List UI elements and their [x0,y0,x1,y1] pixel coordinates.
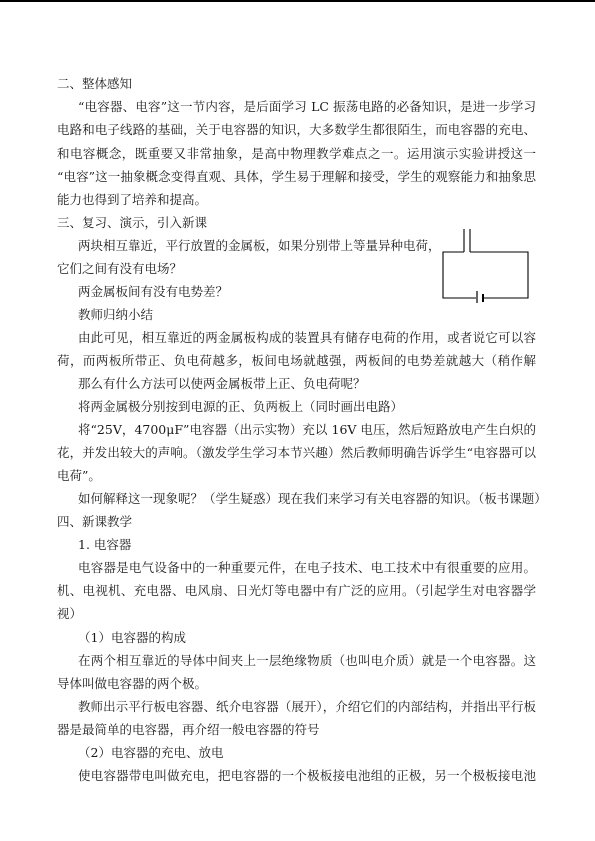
paragraph-line: 视） [57,606,83,621]
paragraph-line: 荷，而两板所带正、负电荷越多，板间电场就越强，两板间的电势差就越大（稍作解 [57,353,536,368]
paragraph-line: 花，并发出较大的声响。（激发学生学习本节兴趣）然后教师明确告诉学生“电容器可以 [57,445,536,460]
paragraph-line: 能力也得到了培养和提高。 [57,192,208,207]
paragraph-line: 教师出示平行板电容器、纸介电容器（展开），介绍它们的内部结构，并指出平行板 [78,699,536,714]
paragraph-line: 电荷”。 [57,468,101,483]
paragraph-line: 如何解释这一现象呢？（学生疑惑）现在我们来学习有关电容器的知识。（板书课题） [78,491,547,506]
paragraph-line: 电容器是电气设备中的一种重要元件，在电子技术、电工技术中有很重要的应用。 [78,560,536,575]
paragraph-line: 将两金属极分别按到电源的正、负两板上（同时画出电路） [78,399,404,414]
paragraph-line: 和电容概念，既重要又非常抽象，是高中物理教学难点之一。运用演示实验讲授这一 [57,146,536,161]
page-top-rule [0,0,595,2]
right-wire [470,252,528,298]
paragraph-line: 它们之间有没有电场？ [57,261,183,276]
paragraph-line: 机、电视机、充电器、电风扇、日光灯等电器中有广泛的应用。（引起学生对电容器学 [57,583,536,598]
paragraph-line: “电容”这一抽象概念变得直观、具体，学生易于理解和接受，学生的观察能力和抽象思 [57,169,536,184]
paragraph-line: 两金属板间有没有电势差？ [78,284,229,299]
left-wire [443,252,476,298]
paragraph-line: 教师归纳小结 [78,307,154,322]
capacitor-circuit-diagram [440,228,532,303]
subsection-heading: 1. 电容器 [78,537,132,552]
paragraph-line: 使电容器带电叫做充电，把电容器的一个极板接电池组的正极，另一个极板接电池 [78,768,536,783]
paragraph-line: “电容器、电容”这一节内容，是后面学习 LC 振荡电路的必备知识，是进一步学习 [78,99,536,114]
paragraph-line: 器是最简单的电容器，再介绍一般电容器的符号 [57,722,320,737]
paragraph-line: 导体叫做电容器的两个极。 [57,676,208,691]
subsection-heading: （1）电容器的构成 [78,630,186,645]
section-heading-4: 四、新课教学 [57,514,133,529]
paragraph-line: 那么有什么方法可以使两金属板带上正、负电荷呢？ [78,376,366,391]
paragraph-line: 电路和电子线路的基础，关于电容器的知识，大多数学生都很陌生，而电容器的充电、 [57,122,536,137]
paragraph-line: 将“25V，4700μF”电容器（出示实物）充以 16V 电压，然后短路放电产生白炽的 [78,422,536,437]
section-heading-2: 二、整体感知 [57,76,133,91]
paragraph-line: 由此可见，相互靠近的两金属板构成的装置具有储存电荷的作用，或者说它可以容 [78,330,536,345]
paragraph-line: 在两个相互靠近的导体中间夹上一层绝缘物质（也叫电介质）就是一个电容器。这 [78,653,536,668]
section-heading-3: 三、复习、演示，引入新课 [57,215,208,230]
subsection-heading: （2）电容器的充电、放电 [78,745,224,760]
paragraph-line: 两块相互靠近，平行放置的金属板，如果分别带上等量异种电荷， [78,238,441,253]
